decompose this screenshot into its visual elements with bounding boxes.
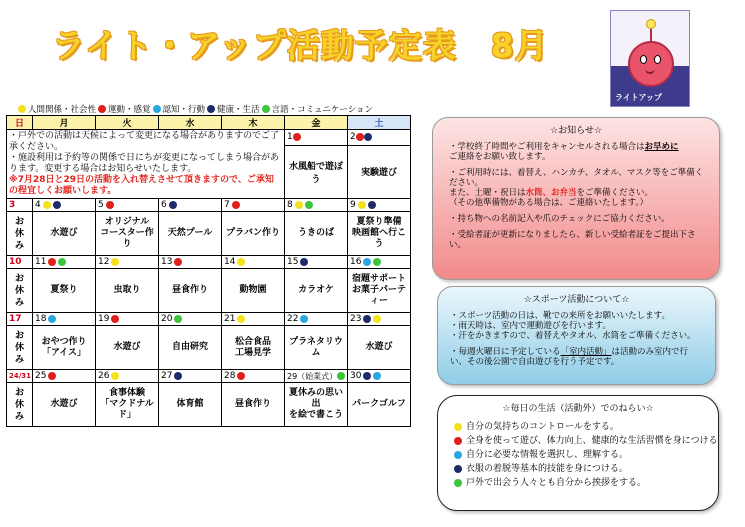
aim-item (454, 434, 718, 448)
sports-item (438, 347, 715, 367)
day-label: 22 (287, 314, 299, 324)
day-label: 18 (35, 314, 47, 324)
sunday-number: 24/31 (7, 370, 33, 383)
weekday-header: 金 (285, 116, 348, 130)
day-label: 21 (224, 314, 236, 324)
day-number (33, 199, 96, 212)
weekday-header: 水 (159, 116, 222, 130)
blue-dot-icon (454, 451, 462, 459)
aims-box (437, 395, 719, 511)
day-number (96, 313, 159, 326)
day-number (222, 313, 285, 326)
sunday-number: 10 (7, 256, 33, 269)
mascot-eye (640, 55, 647, 64)
activity-cell: 動物園 (222, 269, 285, 313)
activity-row (7, 212, 411, 256)
note-schedule: ・施設利用は予約等の関係で日にちが変更になってしまう場合があります。変更する場合はお知らせいたします。 (9, 153, 280, 174)
calendar-notes (7, 130, 285, 199)
activity-cell: おやつ作り 「アイス」 (33, 326, 96, 370)
activity-row (7, 383, 411, 427)
yellow-dot-icon (237, 258, 245, 266)
activity-cell: プラネタリウム (285, 326, 348, 370)
note-swap: ※7月28日と29日の活動を入れ替えさせて頂きますので、ご承知の程宜しくお願いします。 (9, 175, 274, 196)
red-dot-icon (293, 133, 301, 141)
activity-cell: パークゴルフ (348, 383, 411, 427)
day-label: 5 (98, 200, 104, 210)
yellow-dot-icon (18, 105, 26, 113)
day-number (348, 256, 411, 269)
activity-cell: 宿題サポート お菓子パーティー (348, 269, 411, 313)
navy-dot-icon (300, 258, 308, 266)
activity-cell: うきのば (285, 212, 348, 256)
sports-item: ・スポーツ活動の日は、靴での来所をお願いいたします。 (450, 311, 670, 321)
legend-item (207, 103, 260, 115)
blue-dot-icon (363, 258, 371, 266)
aim-item (454, 476, 718, 490)
activity-cell: 食事体験 「マクドナルド」 (96, 383, 159, 427)
weekday-header: 月 (33, 116, 96, 130)
green-dot-icon (305, 201, 313, 209)
red-dot-icon (106, 201, 114, 209)
day-label: 16 (350, 257, 362, 267)
day-number (33, 256, 96, 269)
red-dot-icon (48, 258, 56, 266)
day-number (222, 199, 285, 212)
day-label: 8 (287, 200, 293, 210)
red-dot-icon (174, 258, 182, 266)
weekday-header: 日 (7, 116, 33, 130)
aim-item (454, 420, 718, 434)
activity-cell: 松合食品 工場見学 (222, 326, 285, 370)
blue-dot-icon (300, 315, 308, 323)
blue-dot-icon (48, 315, 56, 323)
day-number (222, 256, 285, 269)
yellow-dot-icon (454, 423, 462, 431)
weekday-header: 木 (222, 116, 285, 130)
navy-dot-icon (363, 315, 371, 323)
day-number (159, 199, 222, 212)
yellow-dot-icon (43, 201, 51, 209)
day-number-row (7, 313, 411, 326)
activity-row (7, 269, 411, 313)
navy-dot-icon (363, 372, 371, 380)
weekday-header: 土 (348, 116, 411, 130)
notice-text: をご準備ください。 (576, 188, 654, 198)
day-label: 11 (35, 257, 47, 267)
day-label: 26 (98, 371, 110, 381)
aim-item (454, 448, 718, 462)
aim-item (454, 462, 718, 476)
aim-text: 戸外で出会う人々とも自分から挨拶をする。 (466, 478, 647, 488)
sports-item: ・雨天時は、室内で運動遊びを行います。 (450, 321, 611, 331)
yellow-dot-icon (295, 201, 303, 209)
notice-box (432, 117, 720, 280)
notice-emphasis: 水筒、お弁当 (525, 188, 577, 198)
activity-cell: 自由研究 (159, 326, 222, 370)
aim-text: 全身を使って遊び、体力向上、健康的な生活習慣を身につける (466, 436, 718, 446)
day-label: 1 (287, 132, 293, 143)
activity-row (7, 326, 411, 370)
day-label: 29（始業式） (287, 371, 338, 381)
day-number (348, 370, 411, 383)
aim-text: 自分の気持ちのコントロールをする。 (466, 422, 619, 432)
day-number (285, 313, 348, 326)
activity-cell: プラバン作り (222, 212, 285, 256)
green-dot-icon (262, 105, 270, 113)
legend-label: 人間関係・社会性 (28, 105, 97, 115)
navy-dot-icon (169, 201, 177, 209)
note-weather: ・戸外での活動は天候によって変更になる場合がありますのでご了承ください。 (9, 131, 280, 152)
day-number (159, 370, 222, 383)
day-number (96, 199, 159, 212)
red-dot-icon (356, 133, 364, 141)
activity-cell: 水遊び (33, 212, 96, 256)
sports-box (437, 286, 716, 385)
activity-cell: オリジナル コースター作り (96, 212, 159, 256)
day-number (348, 130, 411, 146)
notice-item: ・受給者証が更新になりましたら、新しい受給者証をご提出下さい。 (449, 230, 696, 250)
sunday-number: 3 (7, 199, 33, 212)
day-label: 7 (224, 200, 230, 210)
legend-item (262, 103, 374, 115)
activity-cell: 天然プール (159, 212, 222, 256)
mascot-icon (628, 41, 674, 87)
aim-text: 自分に必要な情報を選択し、理解する。 (466, 450, 629, 460)
notice-title: ☆お知らせ☆ (550, 126, 602, 136)
activity-cell: 虫取り (96, 269, 159, 313)
activity-cell: 夏祭り (33, 269, 96, 313)
navy-dot-icon (368, 201, 376, 209)
day-number (222, 370, 285, 383)
red-dot-icon (111, 315, 119, 323)
sports-item: ・汗をかきますので、着替えやタオル、水筒をご準備ください。 (450, 331, 696, 341)
green-dot-icon (454, 479, 462, 487)
notice-item: ・持ち物への名前記入や爪のチェックにご協力ください。 (449, 214, 670, 224)
legend-item (153, 103, 206, 115)
day-label: 14 (224, 257, 236, 267)
day-number (348, 313, 411, 326)
page-title: ライト・アップ活動予定表 8月 (52, 26, 549, 65)
navy-dot-icon (454, 465, 462, 473)
notice-emphasis: お早めに (644, 142, 679, 152)
notice-text: また、土曜・祝日は (449, 188, 526, 198)
activity-cell: 水遊び (96, 326, 159, 370)
day-label: 23 (350, 314, 362, 324)
day-label: 2 (350, 132, 356, 143)
day-label: 20 (161, 314, 173, 324)
notice-item (433, 168, 719, 208)
blue-dot-icon (373, 372, 381, 380)
day-label: 9 (350, 200, 356, 210)
logo-text: ライトアップ (615, 93, 662, 102)
activity-cell: 昼食作り (222, 383, 285, 427)
activity-cell: 水風船で遊ぼう (285, 145, 348, 198)
red-dot-icon (454, 437, 462, 445)
notice-text: ・学校終了時間やご利用をキャンセルされる場合は (449, 142, 645, 152)
navy-dot-icon (53, 201, 61, 209)
day-number (285, 199, 348, 212)
notice-item (433, 142, 719, 162)
day-label: 13 (161, 257, 173, 267)
activity-cell: 水遊び (348, 326, 411, 370)
day-number-row (7, 370, 411, 383)
day-number (96, 370, 159, 383)
aims-list (438, 420, 718, 490)
legend-item (98, 103, 151, 115)
navy-dot-icon (207, 105, 215, 113)
green-dot-icon (58, 258, 66, 266)
day-number-row (7, 199, 411, 212)
notice-text: （その他準備物がある場合は、ご連絡いたします。） (449, 198, 649, 208)
legend (18, 103, 375, 115)
day-label: 12 (98, 257, 110, 267)
navy-dot-icon (364, 133, 372, 141)
day-label: 19 (98, 314, 110, 324)
green-dot-icon (337, 372, 345, 380)
closed-label: お 休 み (7, 383, 33, 427)
legend-item (18, 103, 96, 115)
legend-label: 運動・感覚 (108, 105, 151, 115)
day-number (285, 370, 348, 383)
navy-dot-icon (174, 372, 182, 380)
blue-dot-icon (153, 105, 161, 113)
day-label: 25 (35, 371, 47, 381)
day-number (285, 256, 348, 269)
mascot-eye (654, 55, 661, 64)
activity-cell: 夏祭り準備 映画館へ行こう (348, 212, 411, 256)
logo-image (610, 10, 690, 107)
activity-calendar (6, 115, 411, 427)
closed-label: お 休 み (7, 212, 33, 256)
day-number (159, 313, 222, 326)
green-dot-icon (174, 315, 182, 323)
closed-label: お 休 み (7, 326, 33, 370)
activity-cell: 昼食作り (159, 269, 222, 313)
sports-emphasis: 「室内活動」 (560, 347, 612, 357)
day-label: 15 (287, 257, 299, 267)
red-dot-icon (237, 372, 245, 380)
yellow-dot-icon (358, 201, 366, 209)
legend-label: 言語・コミュニケーション (271, 105, 374, 115)
day-number-row (7, 256, 411, 269)
day-number (33, 370, 96, 383)
day-label: 6 (161, 200, 167, 210)
aims-title: ☆毎日の生活（活動外）でのねらい☆ (502, 404, 654, 414)
activity-cell: 体育館 (159, 383, 222, 427)
activity-cell: 実験遊び (348, 145, 411, 198)
yellow-dot-icon (373, 315, 381, 323)
green-dot-icon (373, 258, 381, 266)
activity-cell: カラオケ (285, 269, 348, 313)
day-number (159, 256, 222, 269)
notice-text: ご連絡をお願い致します。 (449, 152, 551, 162)
day-number (348, 199, 411, 212)
legend-label: 健康・生活 (217, 105, 260, 115)
yellow-dot-icon (237, 315, 245, 323)
red-dot-icon (48, 372, 56, 380)
day-label: 28 (224, 371, 236, 381)
sports-title: ☆スポーツ活動について☆ (523, 295, 630, 305)
activity-cell: 水遊び (33, 383, 96, 427)
day-label: 30 (350, 371, 362, 381)
closed-label: お 休 み (7, 269, 33, 313)
activity-cell: 夏休みの思い出 を絵で書こう (285, 383, 348, 427)
weekday-header: 火 (96, 116, 159, 130)
lightbulb-icon (646, 19, 656, 29)
sports-text: ・毎週火曜日に予定している (450, 347, 561, 357)
yellow-dot-icon (111, 258, 119, 266)
red-dot-icon (232, 201, 240, 209)
day-number (33, 313, 96, 326)
day-label: 4 (35, 200, 41, 210)
yellow-dot-icon (111, 372, 119, 380)
calendar-notes-row (7, 130, 411, 146)
red-dot-icon (98, 105, 106, 113)
aim-text: 衣服の着脱等基本的技能を身につける。 (466, 464, 628, 474)
notice-text: ・ご利用時には、着替え、ハンカチ、タオル、マスク等をご準備ください。 (449, 168, 704, 188)
sunday-number: 17 (7, 313, 33, 326)
legend-label: 認知・行動 (162, 105, 206, 115)
day-number (285, 130, 348, 146)
day-label: 27 (161, 371, 173, 381)
day-number (96, 256, 159, 269)
sports-text: は活動のみ室内で行い、その後公園で自由遊びを行う予定です。 (450, 347, 689, 367)
